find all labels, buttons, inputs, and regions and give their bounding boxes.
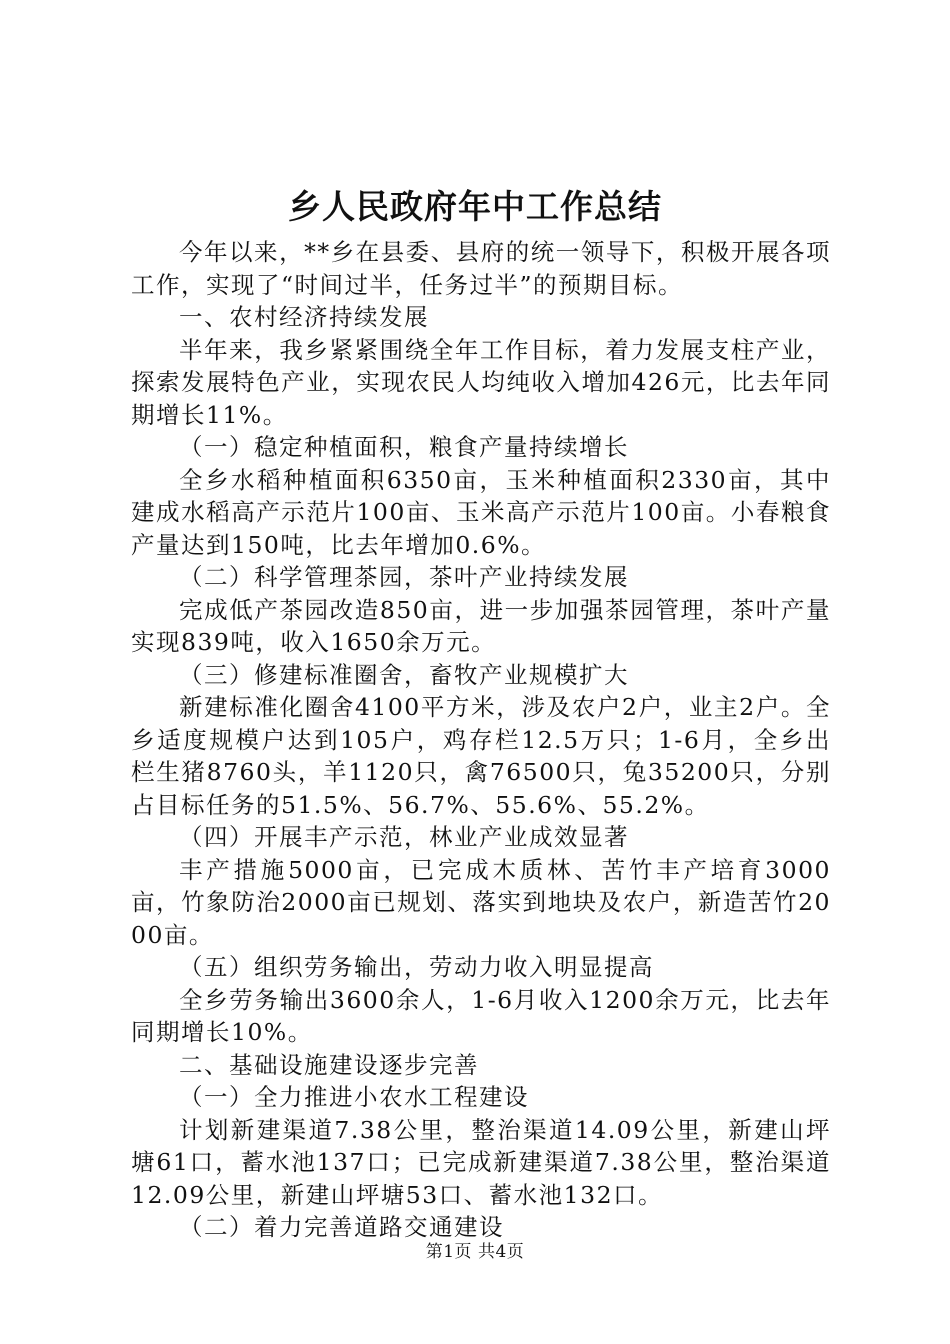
intro-paragraph: 今年以来，**乡在县委、县府的统一领导下，积极开展各项工作，实现了“时间过半，任务过半”的预期目标。	[131, 238, 831, 299]
body-paragraph: 全乡劳务输出3600余人，1-6月收入1200余万元，比去年同期增长10%。	[131, 985, 831, 1046]
subsection-heading: （一）稳定种植面积，粮食产量持续增长	[179, 433, 629, 461]
section-heading: 二、基础设施建设逐步完善	[179, 1050, 479, 1079]
subsection-heading: （四）开展丰产示范，林业产业成效显著	[179, 823, 629, 851]
subsection-heading: （一）全力推进小农水工程建设	[179, 1083, 529, 1111]
body-paragraph: 全乡水稻种植面积6350亩，玉米种植面积2330亩，其中建成水稻高产示范片100亩、玉米高产示范片100亩。小春粮食产量达到150吨，比去年增加0.6%。	[131, 465, 831, 559]
document-title: 乡人民政府年中工作总结	[288, 187, 662, 226]
body-paragraph: 完成低产茶园改造850亩，进一步加强茶园管理，茶叶产量实现839吨，收入1650余万元。	[131, 595, 831, 656]
subsection-heading: （二）科学管理茶园，茶叶产业持续发展	[179, 563, 629, 591]
body-paragraph: 新建标准化圈舍4100平方米，涉及农户2户，业主2户。全乡适度规模户达到105户，鸡存栏12.5万只；1-6月，全乡出栏生猪8760头，羊1120只，禽76500只，兔35200只，分别占目标任务的51.5%、56.7%、55.6%、55.2%。	[131, 693, 831, 819]
subsection-heading: （三）修建标准圈舍，畜牧产业规模扩大	[179, 660, 629, 689]
body-paragraph: 丰产措施5000亩，已完成木质林、苦竹丰产培育3000亩，竹象防治2000亩已规划、落实到地块及农户，新造苦竹2000亩。	[131, 855, 831, 949]
document-body	[131, 236, 831, 1244]
body-paragraph: 半年来，我乡紧紧围绕全年工作目标，着力发展支柱产业，探索发展特色产业，实现农民人均纯收入增加426元，比去年同期增长11%。	[131, 335, 831, 429]
subsection-heading: （二）着力完善道路交通建设	[179, 1213, 504, 1241]
subsection-heading: （五）组织劳务输出，劳动力收入明显提高	[179, 953, 654, 981]
section-heading: 一、农村经济持续发展	[179, 303, 429, 331]
page-footer: 第1页 共4页	[425, 1242, 525, 1262]
body-paragraph: 计划新建渠道7.38公里，整治渠道14.09公里，新建山坪塘61口，蓄水池137口；已完成新建渠道7.38公里，整治渠道12.09公里，新建山坪塘53口、蓄水池132口。	[131, 1115, 831, 1209]
